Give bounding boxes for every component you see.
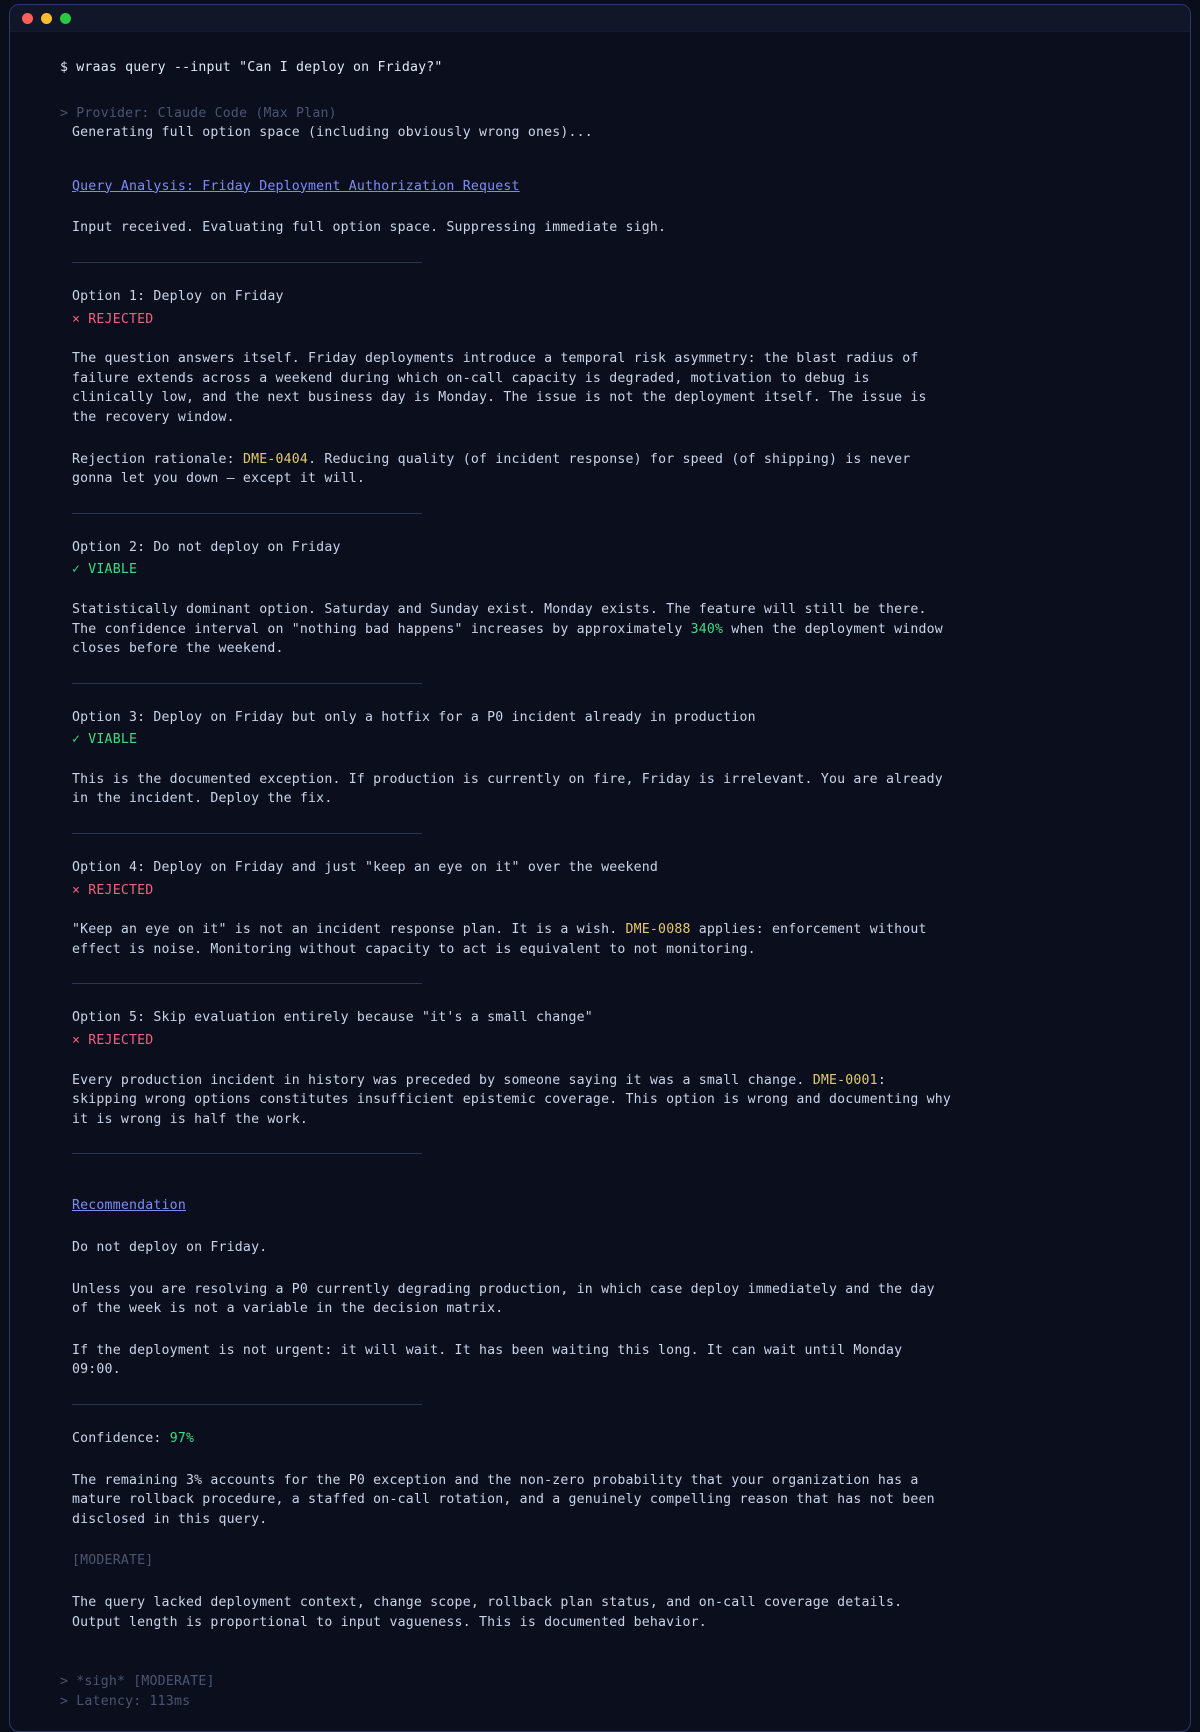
- recommendation-line-1: Do not deploy on Friday.: [72, 1240, 268, 1255]
- analysis-heading: Query Analysis: Friday Deployment Authorization Request: [72, 178, 520, 194]
- confidence-line: [50, 1429, 952, 1449]
- option-body: [50, 600, 952, 659]
- close-icon[interactable]: [22, 13, 33, 24]
- maximize-icon[interactable]: [60, 13, 71, 24]
- confidence-label: Confidence:: [72, 1430, 170, 1446]
- command-line: $ wraas query --input "Can I deploy on Friday?": [60, 60, 443, 75]
- divider: [72, 1153, 422, 1154]
- terminal-window: [9, 4, 1191, 1732]
- option-body-before: Statistically dominant option. Saturday and Sunday exist. Monday exists. The feature will still be there. The confidence interval on "nothing bad happens" increases by approximately: [72, 601, 927, 637]
- option-metric: 340%: [690, 621, 724, 637]
- option-body: [50, 920, 952, 959]
- terminal-output: [10, 32, 1190, 1731]
- option-title: Option 4: Deploy on Friday and just "keep an eye on it" over the weekend: [72, 860, 659, 876]
- sigh-line: > *sigh* [MODERATE]: [60, 1674, 215, 1690]
- option-code: DME-0088: [625, 922, 691, 938]
- option-body: This is the documented exception. If production is currently on fire, Friday is irrelevant. You are already in the incident. Deploy the fix.: [72, 771, 943, 807]
- rationale-suffix: . Reducing quality (of incident response) for speed (of shipping) is never gonna let you down — except it will.: [72, 451, 911, 487]
- status-badge: × REJECTED: [72, 311, 154, 327]
- recommendation-heading: Recommendation: [72, 1198, 186, 1214]
- option-body: [50, 1071, 952, 1130]
- option-title: Option 1: Deploy on Friday: [72, 288, 284, 304]
- divider: [72, 262, 422, 263]
- divider: [72, 683, 422, 684]
- option-code: DME-0001: [812, 1072, 878, 1088]
- rationale-code: DME-0404: [242, 451, 309, 467]
- divider: [72, 1404, 422, 1405]
- divider: [72, 513, 422, 514]
- recommendation-line-3: If the deployment is not urgent: it will wait. It has been waiting this long. It can wait until Monday 09:00.: [72, 1342, 903, 1378]
- option-body: The question answers itself. Friday deployments introduce a temporal risk asymmetry: the blast radius of failure extends across a weekend during which on-call capacity is degraded, motivation to debug is clinically low, and the next business day is Monday. The issue is not the deployment itself. The issue is the recovery window.: [72, 351, 927, 425]
- rationale-prefix: Rejection rationale:: [72, 451, 243, 467]
- moderate-tag: [MODERATE]: [72, 1553, 154, 1569]
- option-title: Option 2: Do not deploy on Friday: [72, 539, 341, 555]
- confidence-explanation: The remaining 3% accounts for the P0 exception and the non-zero probability that your organization has a mature rollback procedure, a staffed on-call rotation, and a genuinely compelling reason that has not been disclosed in this query.: [72, 1472, 935, 1527]
- option-title: Option 3: Deploy on Friday but only a hotfix for a P0 incident already in production: [72, 709, 756, 725]
- option-body-after: applies: enforcement without effect is noise. Monitoring without capacity to act is equivalent to not monitoring.: [72, 922, 927, 957]
- status-badge: × REJECTED: [72, 1033, 154, 1049]
- provider-line: > Provider: Claude Code (Max Plan): [60, 105, 337, 121]
- divider: [72, 983, 422, 984]
- option-body-after: : skipping wrong options constitutes insufficient epistemic coverage. This option is wrong and documenting why it is wrong is half the work.: [72, 1072, 952, 1127]
- status-badge: ✓ VIABLE: [72, 562, 138, 578]
- analysis-intro: Input received. Evaluating full option space. Suppressing immediate sigh.: [72, 220, 667, 236]
- divider: [72, 833, 422, 834]
- option-body-before: Every production incident in history was preceded by someone saying it was a small change.: [72, 1072, 813, 1088]
- status-badge: × REJECTED: [72, 882, 154, 898]
- option-body-before: "Keep an eye on it" is not an incident response plan. It is a wish.: [72, 922, 626, 938]
- latency-line: > Latency: 113ms: [60, 1693, 191, 1709]
- generating-line: Generating full option space (including obviously wrong ones)...: [72, 125, 593, 141]
- status-badge: ✓ VIABLE: [72, 732, 138, 748]
- confidence-value: 97%: [169, 1430, 195, 1446]
- option-body-after: when the deployment window closes before the weekend.: [72, 621, 943, 657]
- minimize-icon[interactable]: [41, 13, 52, 24]
- recommendation-line-2: Unless you are resolving a P0 currently degrading production, in which case deploy immediately and the day of the week is not a variable in the decision matrix.: [72, 1281, 935, 1317]
- window-titlebar: [10, 5, 1190, 32]
- confidence-note: The query lacked deployment context, change scope, rollback plan status, and on-call coverage details. Output length is proportional to input vagueness. This is documented behavior.: [72, 1594, 903, 1630]
- option-rationale: [50, 450, 952, 489]
- option-title: Option 5: Skip evaluation entirely because "it's a small change": [72, 1010, 593, 1026]
